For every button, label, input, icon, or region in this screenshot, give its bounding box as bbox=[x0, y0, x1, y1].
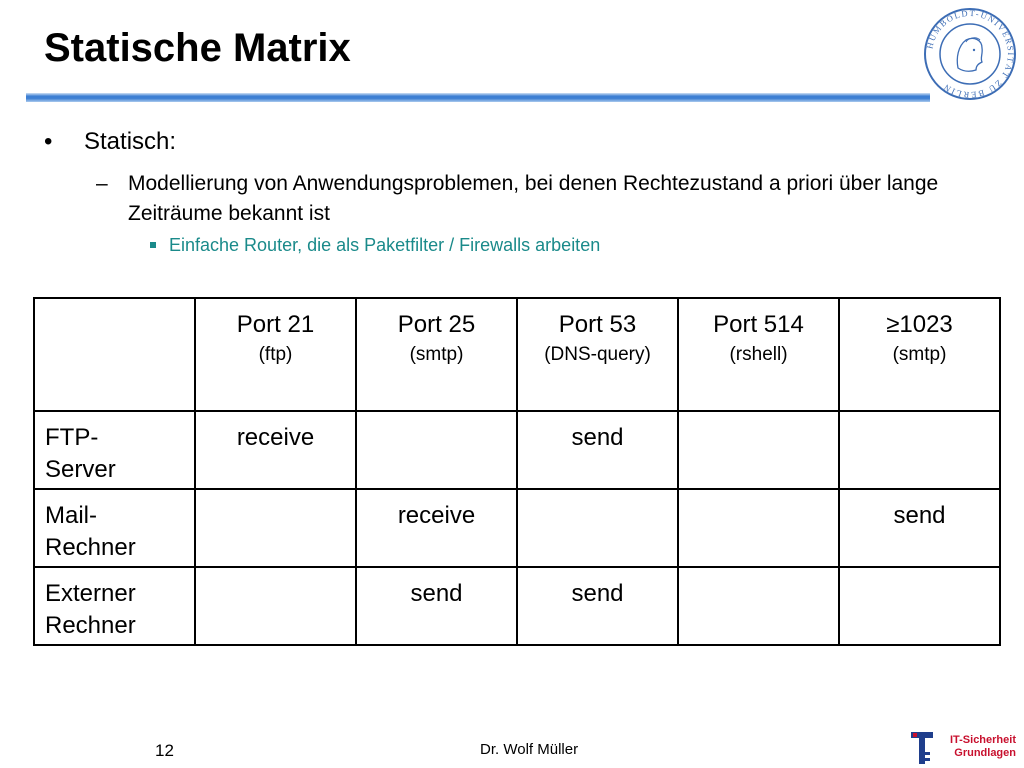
bullet-level2-text: Modellierung von Anwendungsproblemen, bei denen Rechtezustand a priori über lange Zeiträume bekannt ist bbox=[128, 172, 939, 225]
access-matrix-table bbox=[33, 297, 1001, 646]
table-cell bbox=[356, 411, 517, 489]
row-header: Mail-Rechner bbox=[34, 489, 195, 567]
table-header-cell bbox=[195, 298, 356, 411]
footer-author: Dr. Wolf Müller bbox=[480, 741, 579, 758]
table-header-cell bbox=[517, 298, 678, 411]
dash-icon: – bbox=[96, 172, 108, 195]
row-header: FTP-Server bbox=[34, 411, 195, 489]
table-row bbox=[34, 489, 1000, 567]
table-row bbox=[34, 411, 1000, 489]
row-header: Externer Rechner bbox=[34, 567, 195, 645]
table-cell bbox=[839, 567, 1000, 645]
table-cell bbox=[517, 489, 678, 567]
header-main: ≥1023 bbox=[886, 311, 953, 338]
course-line1: IT-Sicherheit bbox=[949, 734, 1016, 746]
title-divider bbox=[26, 93, 930, 102]
header-main: Port 514 bbox=[713, 311, 804, 338]
table-cell bbox=[839, 411, 1000, 489]
course-line2: Grundlagen bbox=[954, 747, 1016, 759]
table-cell bbox=[678, 567, 839, 645]
table-header-cell bbox=[678, 298, 839, 411]
page-number: 12 bbox=[155, 741, 174, 760]
table-cell: receive bbox=[195, 411, 356, 489]
table-cell bbox=[678, 489, 839, 567]
square-bullet-icon bbox=[150, 242, 156, 248]
table-cell bbox=[195, 567, 356, 645]
table-header-cell bbox=[356, 298, 517, 411]
header-main: Port 21 bbox=[236, 311, 315, 338]
header-sub: (DNS-query) bbox=[544, 344, 651, 365]
header-sub: (smtp) bbox=[892, 344, 947, 365]
slide-title: Statische Matrix bbox=[44, 26, 351, 70]
table-header-cell bbox=[839, 298, 1000, 411]
bullet-dot-icon: • bbox=[44, 128, 53, 155]
header-main: Port 25 bbox=[397, 311, 476, 338]
table-cell bbox=[195, 489, 356, 567]
seal-text: HUMBOLDT-UNIVERSITÄT ZU BERLIN bbox=[924, 7, 1017, 101]
bullet-level1-text: Statisch: bbox=[84, 128, 177, 155]
table-corner-cell bbox=[34, 298, 195, 411]
it-security-logo-icon bbox=[910, 730, 936, 766]
bullet-level3 bbox=[150, 235, 600, 256]
table-cell bbox=[678, 411, 839, 489]
table-cell: send bbox=[839, 489, 1000, 567]
table-cell: receive bbox=[356, 489, 517, 567]
table-cell: send bbox=[517, 411, 678, 489]
bullet-level3-text: Einfache Router, die als Paketfilter / Firewalls arbeiten bbox=[169, 235, 601, 255]
header-sub: (ftp) bbox=[258, 344, 293, 365]
header-main: Port 53 bbox=[558, 311, 637, 338]
table-cell: send bbox=[517, 567, 678, 645]
table-row bbox=[34, 567, 1000, 645]
table-cell: send bbox=[356, 567, 517, 645]
header-sub: (smtp) bbox=[409, 344, 464, 365]
header-sub: (rshell) bbox=[729, 344, 788, 365]
university-seal-icon bbox=[922, 6, 1018, 102]
course-label bbox=[940, 734, 1016, 760]
table-header-row bbox=[34, 298, 1000, 411]
